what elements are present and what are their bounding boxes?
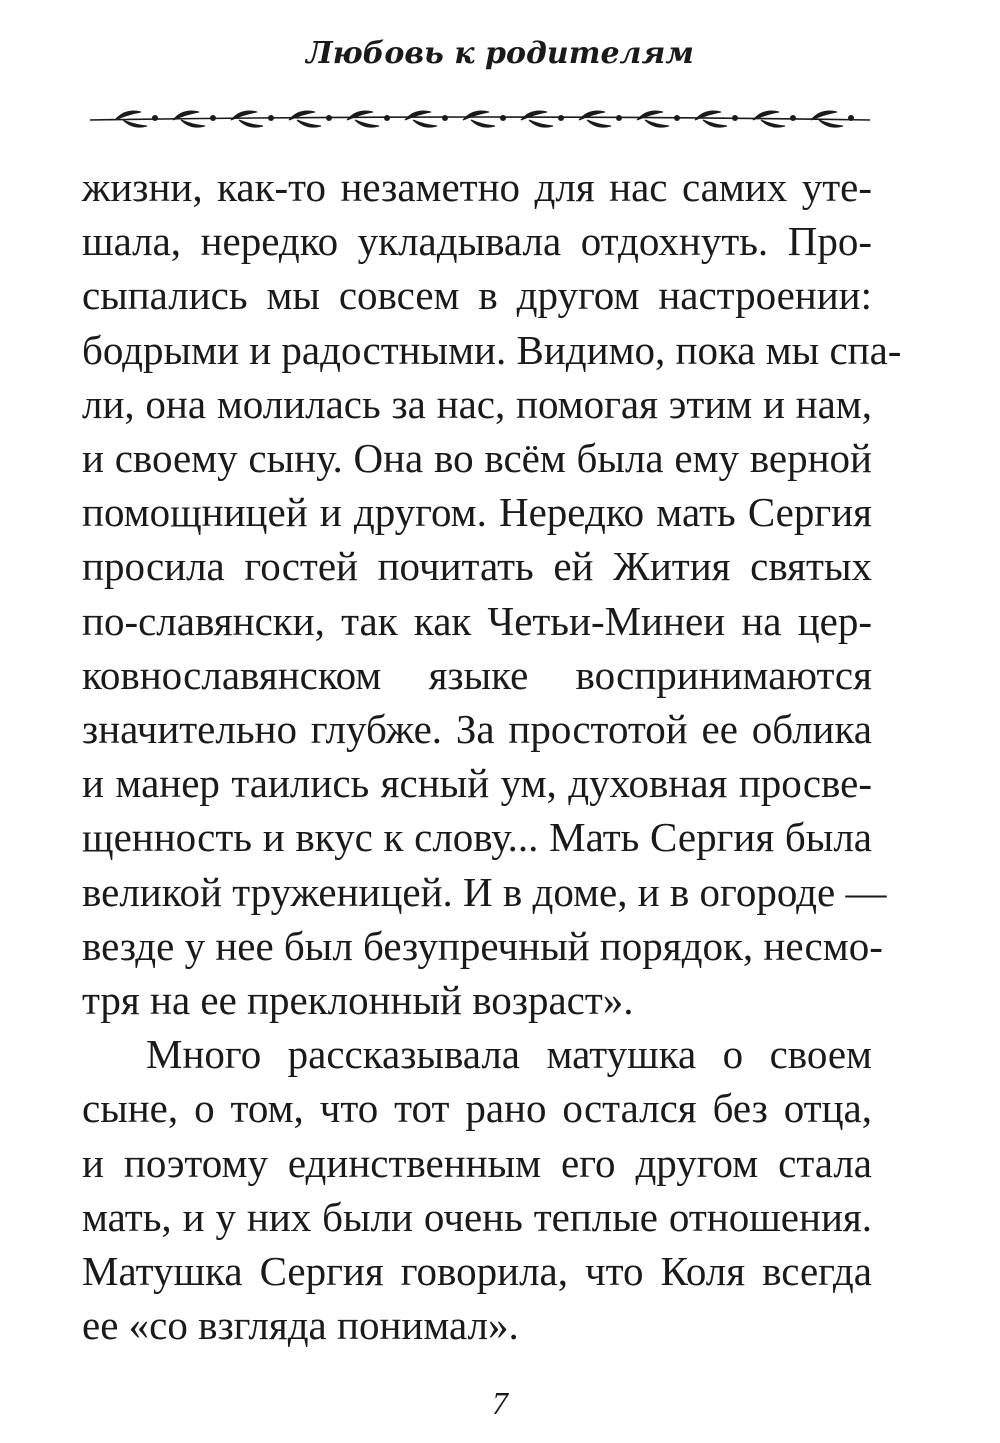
text-line: Много рассказывала матушка о своем <box>146 1031 872 1078</box>
text-line: и своему сыну. Она во всём была ему верной <box>82 435 872 482</box>
text-line: помощницей и другом. Нередко мать Сергия <box>82 489 872 536</box>
text-line: тря на ее преклонный возраст». <box>82 977 634 1024</box>
paragraph-1 <box>82 160 902 1027</box>
text-line: ее «со взгляда понимал». <box>82 1302 519 1349</box>
text-line: жизни, как-то незаметно для нас самих уте- <box>82 164 872 210</box>
running-head: Любовь к родителям <box>306 36 694 71</box>
text-line: шала, нередко укладывала отдохнуть. Про- <box>82 218 872 265</box>
text-line: и манер таились ясный ум, духовная просве- <box>82 760 872 807</box>
text-line: ковнославянском языке воспринимаются <box>82 651 872 698</box>
text-line: сыпались мы совсем в другом настроении: <box>82 272 872 319</box>
paragraph-2 <box>82 1027 872 1352</box>
text-line: и поэтому единственным его другом стала <box>82 1139 872 1186</box>
text-line: щенность и вкус к слову... Мать Сергия была <box>82 814 872 861</box>
body-text <box>82 160 902 1352</box>
text-line: везде у нее был безупречный порядок, несмо- <box>82 922 883 969</box>
text-line: значительно глубже. За простотой ее облика <box>82 706 872 753</box>
page-number: 7 <box>492 1385 508 1421</box>
ornamental-divider <box>85 100 875 140</box>
text-line: сыне, о том, что тот рано остался без отца, <box>82 1085 872 1132</box>
text-line: по-славянски, так как Четьи-Минеи на цер- <box>82 597 872 644</box>
text-line: ли, она молилась за нас, помогая этим и нам, <box>82 380 872 427</box>
text-line: Матушка Сергия говорила, что Коля всегда <box>82 1248 872 1295</box>
text-line: бодрыми и радостными. Видимо, пока мы спа- <box>82 326 902 373</box>
text-line: просила гостей почитать ей Жития святых <box>82 543 872 590</box>
text-line: мать, и у них были очень теплые отношения. <box>82 1193 872 1240</box>
text-line: великой труженицей. И в доме, и в огороде — <box>82 868 887 915</box>
